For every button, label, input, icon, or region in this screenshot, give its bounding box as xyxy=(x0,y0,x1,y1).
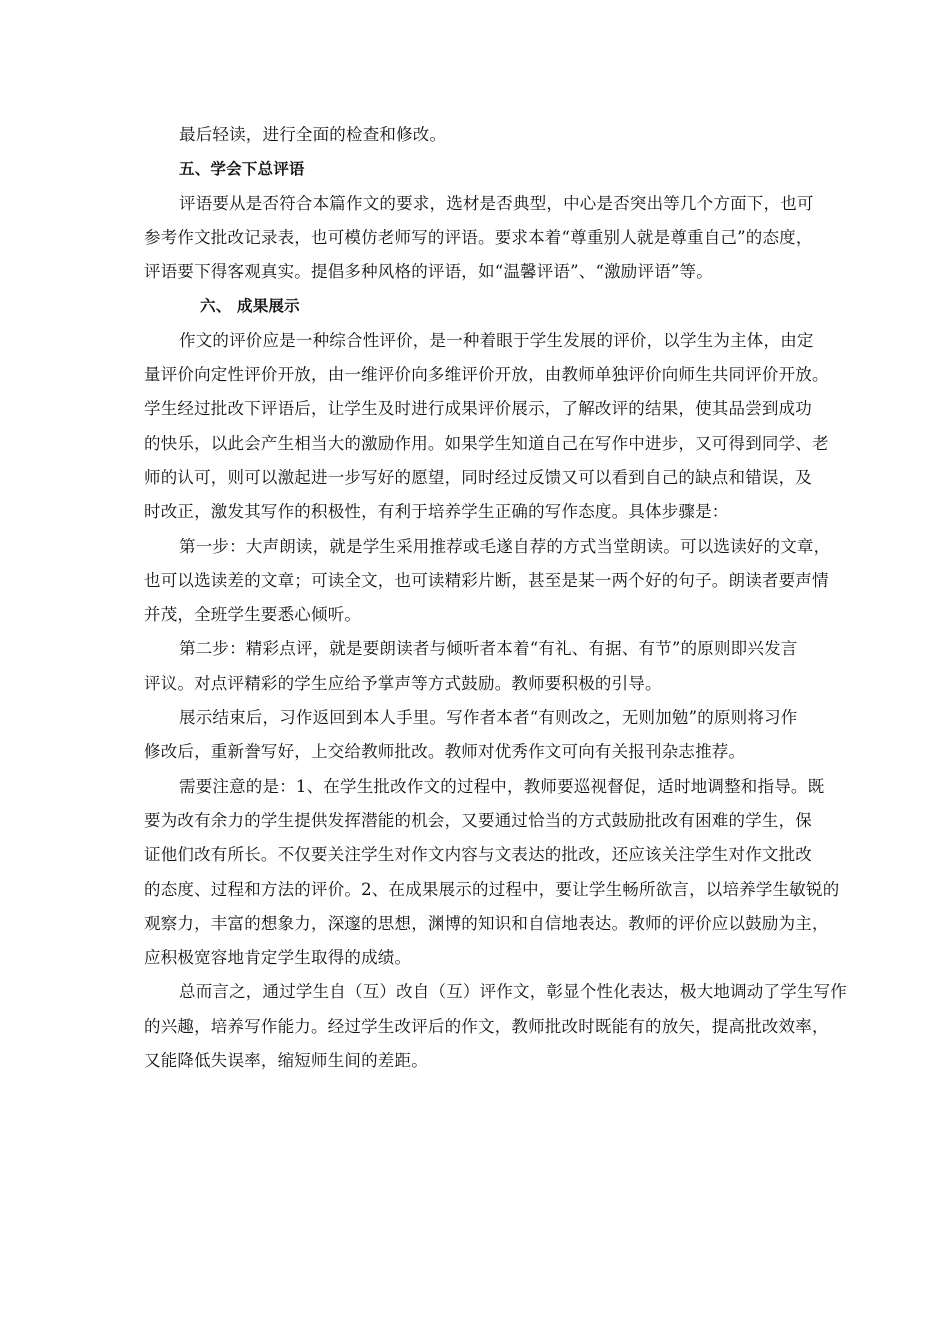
paragraph-line: 修改后，重新誊写好，上交给教师批改。教师对优秀作文可向有关报刊杂志推荐。 xyxy=(144,742,746,762)
paragraph-line: 学生经过批改下评语后，让学生及时进行成果评价展示，了解改评的结果，使其品尝到成功 xyxy=(144,399,812,419)
paragraph-line: 评议。对点评精彩的学生应给予掌声等方式鼓励。教师要积极的引导。 xyxy=(144,673,662,693)
document-body xyxy=(144,118,847,1078)
paragraph-line: 师的认可，则可以激起进一步写好的愿望，同时经过反馈又可以看到自己的缺点和错误，及 xyxy=(144,467,812,487)
paragraph-line: 的快乐，以此会产生相当大的激励作用。如果学生知道自己在写作中进步，又可得到同学、老 xyxy=(144,433,829,453)
paragraph-line: 要为改有余力的学生提供发挥潜能的机会，又要通过恰当的方式鼓励批改有困难的学生，保 xyxy=(144,810,812,830)
paragraph-line: 应积极宽容地肯定学生取得的成绩。 xyxy=(144,948,412,968)
paragraph-line: 展示结束后，习作返回到本人手里。写作者本者“有则改之，无则加勉”的原则将习作 xyxy=(179,708,798,728)
paragraph-line: 参考作文批改记录表，也可模仿老师写的评语。要求本着“尊重别人就是尊重自己”的态度， xyxy=(144,227,813,247)
paragraph-line: 观察力，丰富的想象力，深邃的思想，渊博的知识和自信地表达。教师的评价应以鼓励为主， xyxy=(144,913,829,933)
paragraph-line: 最后轻读，进行全面的检查和修改。 xyxy=(179,125,447,144)
section-heading-5: 五、学会下总评语 xyxy=(179,160,305,179)
paragraph-line: 的态度、过程和方法的评价。2、在成果展示的过程中，要让学生畅所欲言，以培养学生敏锐的 xyxy=(144,879,840,899)
paragraph-line: 作文的评价应是一种综合性评价，是一种着眼于学生发展的评价，以学生为主体，由定 xyxy=(179,330,814,350)
paragraph-line: 第二步：精彩点评，就是要朗读者与倾听者本着“有礼、有据、有节”的原则即兴发言 xyxy=(179,639,798,659)
paragraph-line: 评语要从是否符合本篇作文的要求，选材是否典型，中心是否突出等几个方面下，也可 xyxy=(179,193,814,213)
paragraph-line: 又能降低失误率，缩短师生间的差距。 xyxy=(144,1051,428,1071)
paragraph-line: 总而言之，通过学生自（互）改自（互）评作文，彰显个性化表达，极大地调动了学生写作 xyxy=(179,982,847,1002)
section-heading-6: 六、 成果展示 xyxy=(200,297,300,316)
paragraph-line: 并茂，全班学生要悉心倾听。 xyxy=(144,605,362,625)
paragraph-line: 量评价向定性评价开放，由一维评价向多维评价开放，由教师单独评价向师生共同评价开放。 xyxy=(144,365,829,385)
paragraph-line: 也可以选读差的文章；可读全文，也可读精彩片断，甚至是某一两个好的句子。朗读者要声情 xyxy=(144,570,829,590)
paragraph-line: 时改正，激发其写作的积极性，有利于培养学生正确的写作态度。具体步骤是： xyxy=(144,502,729,522)
paragraph-line: 第一步：大声朗读，就是学生采用推荐或毛遂自荐的方式当堂朗读。可以选读好的文章， xyxy=(179,536,831,556)
paragraph-line: 的兴趣，培养写作能力。经过学生改评后的作文，教师批改时既能有的放矢，提高批改效率， xyxy=(144,1016,829,1036)
paragraph-line: 证他们改有所长。不仅要关注学生对作文内容与文表达的批改，还应该关注学生对作文批改 xyxy=(144,845,812,865)
paragraph-line: 需要注意的是：1、在学生批改作文的过程中，教师要巡视督促，适时地调整和指导。既 xyxy=(179,776,825,796)
paragraph-line: 评语要下得客观真实。提倡多种风格的评语，如“温馨评语”、“激励评语”等。 xyxy=(144,262,713,282)
